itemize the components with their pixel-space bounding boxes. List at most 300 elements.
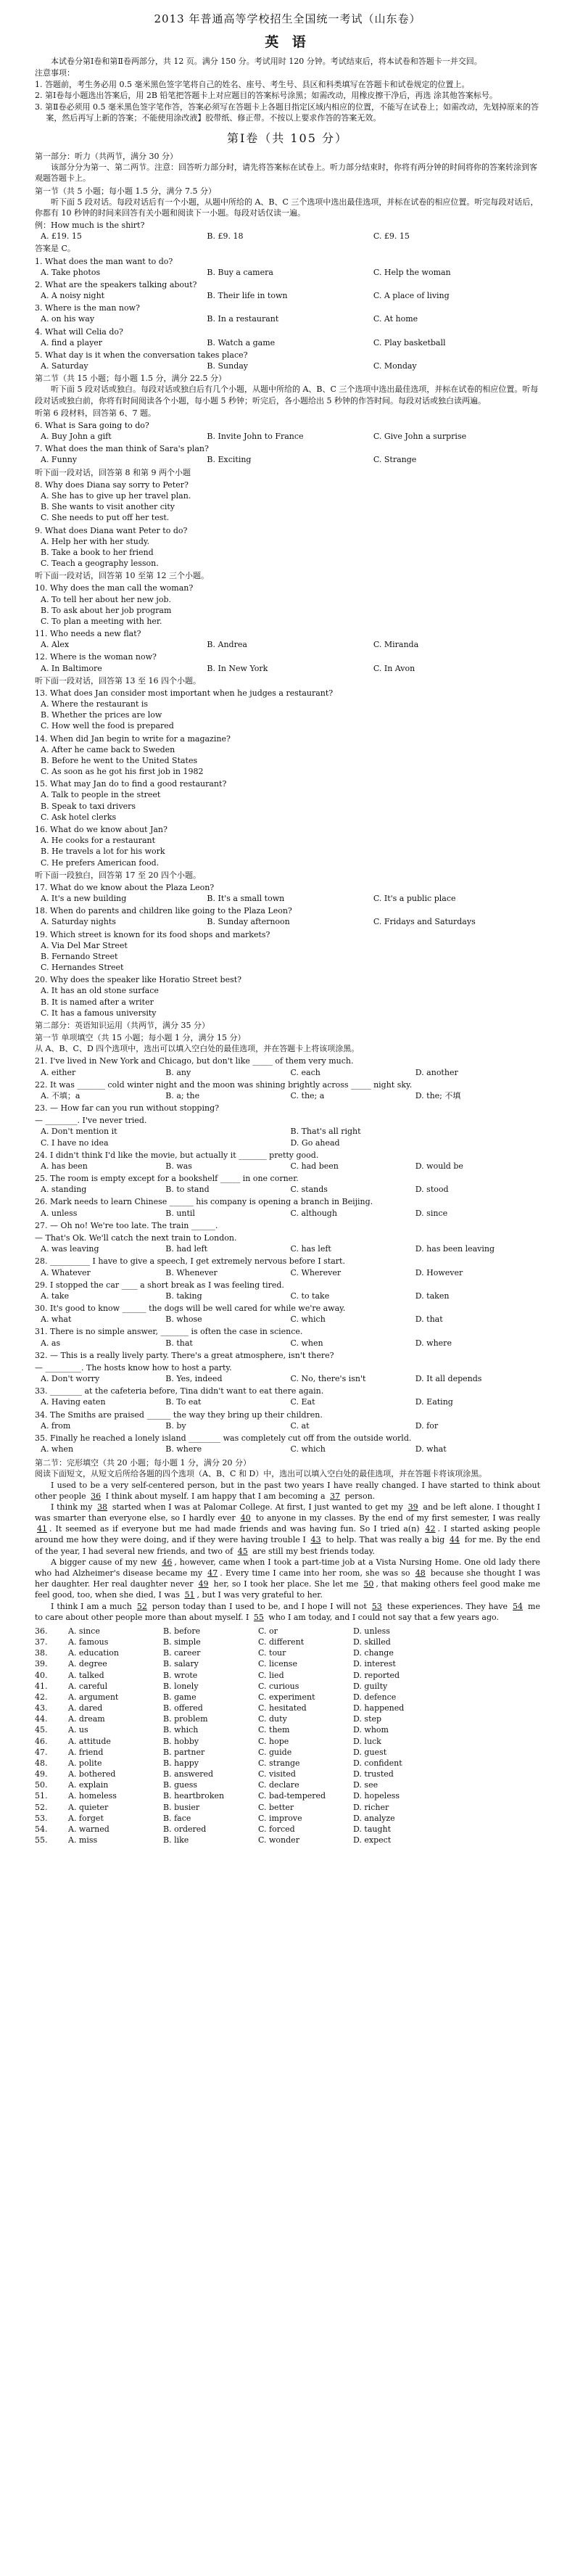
intro-paragraph: 本试卷分第Ⅰ卷和第Ⅱ卷两部分，共 12 页。满分 150 分。考试用时 120 分钟。考试结束后，将本试卷和答题卡一并交回。 — [51, 56, 482, 66]
option: B. Whenever — [165, 1267, 218, 1277]
section1-heading: 第一节（共 5 小题；每小题 1.5 分，满分 7.5 分） — [35, 186, 216, 196]
cloze-option-row — [35, 1637, 540, 1647]
cloze-option-row — [35, 1692, 540, 1703]
option: A. as — [41, 1338, 61, 1348]
option: B. a; the — [165, 1090, 200, 1100]
example-options — [35, 231, 540, 242]
option: C. How well the food is prepared — [41, 721, 174, 731]
question-text: 24. I didn't think I'd like the movie, but actually it _______ pretty good. — [35, 1150, 319, 1160]
grammar-questions — [35, 1055, 540, 1454]
listening-section-1 — [35, 256, 540, 372]
option: C. different — [258, 1637, 305, 1647]
question-text: 33. ________ at the cafeteria before, Tina didn't want to eat there again. — [35, 1386, 324, 1396]
part2-section2-heading: 第二节：完形填空（共 20 小题；每小题 1 分，满分 20 分） — [35, 1458, 251, 1468]
option: C. or — [258, 1626, 278, 1636]
option — [165, 1126, 290, 1137]
option: C. hope — [258, 1736, 289, 1746]
question-text: 20. Why does the speaker like Horatio Street best? — [35, 975, 242, 985]
option: C. As soon as he got his first job in 1982 — [41, 767, 204, 777]
option: D. It all depends — [415, 1374, 482, 1384]
option: D. since — [415, 1208, 448, 1218]
option: A. Don't mention it — [41, 1127, 117, 1137]
option: D. Eating — [415, 1397, 453, 1407]
question-options — [35, 639, 540, 650]
option: C. She needs to put off her test. — [41, 513, 170, 523]
option: C. Monday — [373, 361, 417, 371]
question-options — [35, 744, 540, 778]
option: D. would be — [415, 1161, 463, 1171]
question-text: 25. The room is empty except for a bookshelf _____ in one corner. — [35, 1174, 299, 1184]
option: A. A noisy night — [41, 291, 105, 301]
option: D. see — [353, 1780, 378, 1790]
option: D. analyze — [353, 1813, 395, 1823]
option: D. another — [415, 1067, 458, 1077]
question-text: 9. What does Diana want Peter to do? — [35, 525, 188, 535]
option: A. After he came back to Sweden — [41, 744, 175, 754]
option: A. It has an old stone surface — [41, 986, 159, 996]
option: D. However — [415, 1267, 463, 1277]
question-options — [35, 1338, 540, 1349]
question-text: 27. — Oh no! We're too late. The train ______. — [35, 1220, 218, 1230]
section1-desc: 听下面 5 段对话。每段对话后有一个小题，从题中所给的 A、B、C 三个选项中选出最佳选项，并标在试卷的相应位置。听完每段对话后，你都有 10 秒钟的时间来回答有关小题和阅读下一小题。每段对话仅读一遍。 — [35, 197, 539, 218]
option: B. Before he went to the United States — [41, 755, 198, 765]
option: A. quieter — [68, 1802, 109, 1812]
option: B. any — [165, 1067, 191, 1077]
question-options — [35, 1267, 540, 1278]
option: A. Whatever — [41, 1267, 91, 1277]
cloze-paragraph: I think I am a much 52 person today than I used to be, and I hope I will not 53 these experiences. They have 54 me to care about other people more than about myself. I 55 who I am today, and I could not say that a few years ago. — [35, 1601, 540, 1622]
option: A. In Baltimore — [41, 663, 102, 673]
option: A. warned — [68, 1824, 109, 1834]
blank-number: 46 — [162, 1557, 173, 1567]
option: C. has left — [290, 1244, 331, 1254]
blank-number: 44 — [449, 1535, 460, 1545]
subject-title: 英 语 — [265, 33, 310, 50]
option: C. Miranda — [373, 640, 419, 650]
option: D. confident — [353, 1758, 402, 1768]
option: D. stood — [415, 1185, 449, 1195]
option: A. education — [68, 1648, 119, 1658]
question-number: 37. — [35, 1637, 48, 1647]
option: A. dared — [68, 1703, 103, 1713]
option: B. game — [163, 1692, 197, 1702]
option: A. Don't worry — [41, 1374, 100, 1384]
option: B. heartbroken — [163, 1791, 225, 1801]
question-options — [35, 1126, 540, 1137]
option: C. license — [258, 1659, 297, 1669]
option: A. attitude — [68, 1736, 111, 1746]
option: B. guess — [163, 1780, 198, 1790]
option: C. He prefers American food. — [41, 857, 160, 868]
question-options — [35, 1420, 540, 1431]
option: A. dream — [68, 1714, 105, 1724]
question-text: 35. Finally he reached a lonely island ________ was completely cut off from the outside world. — [35, 1433, 412, 1443]
cloze-option-row — [35, 1658, 540, 1669]
option: B. That's all right — [290, 1127, 361, 1137]
question-text: 30. It's good to know ______ the dogs will be well cared for while we're away. — [35, 1304, 346, 1314]
option: C. Teach a geography lesson. — [41, 559, 159, 569]
option: C. wonder — [258, 1835, 299, 1845]
question-number: 49. — [35, 1769, 48, 1779]
option: B. Their life in town — [207, 291, 288, 301]
cloze-option-row — [35, 1835, 540, 1845]
option: D. luck — [353, 1736, 381, 1746]
question-options — [35, 916, 540, 927]
option: B. Whether the prices are low — [41, 710, 162, 720]
option: D. unless — [353, 1626, 390, 1636]
question-number: 48. — [35, 1758, 48, 1768]
option: C. Fridays and Saturdays — [373, 917, 476, 927]
question-number: 47. — [35, 1747, 48, 1757]
option: D. taught — [353, 1824, 392, 1834]
option: B. to stand — [165, 1185, 210, 1195]
section2-desc: 听下面 5 段对话或独白。每段对话或独白后有几个小题，从题中所给的 A、B、C 三个选项中选出最佳选项，并标在试卷的相应位置。听每段对话或独白前，你将有时间阅读各个小题，每小题 5 秒钟；听完后，各小题给出 5 秒钟的作答时间。每段对话或独白读两遍。 — [35, 384, 539, 406]
option — [165, 1137, 290, 1148]
option: C. Play basketball — [373, 337, 446, 347]
option: C. I have no idea — [41, 1137, 109, 1148]
question-number: 44. — [35, 1714, 48, 1724]
option: D. happened — [353, 1703, 405, 1713]
option: C. which — [290, 1314, 326, 1325]
option: A. Funny — [41, 455, 78, 465]
listening-section-2 — [35, 408, 540, 1019]
option: D. defence — [353, 1692, 397, 1702]
option: A. when — [41, 1444, 74, 1454]
question-number: 50. — [35, 1780, 48, 1790]
option: D. that — [415, 1314, 443, 1325]
option: B. It's a small town — [207, 894, 285, 904]
option: D. reported — [353, 1670, 400, 1680]
cloze-option-row — [35, 1824, 540, 1835]
exam-title: 2013 年普通高等学校招生全国统一考试（山东卷） — [154, 12, 421, 25]
question-text: 32. — This is a really lively party. There's a great atmosphere, isn't there? — [35, 1350, 334, 1360]
option: B. salary — [163, 1659, 199, 1669]
option: A. Having eaten — [41, 1397, 106, 1407]
option: B. To eat — [165, 1397, 202, 1407]
option: B. busier — [163, 1802, 200, 1812]
question-text: 26. Mark needs to learn Chinese ______ his company is opening a branch in Beijing. — [35, 1197, 373, 1207]
blank-number: 36 — [91, 1491, 102, 1501]
question-options — [35, 1444, 540, 1454]
blank-number: 53 — [371, 1601, 382, 1611]
option: A. To tell her about her new job. — [41, 594, 172, 604]
option: B. whose — [165, 1314, 202, 1325]
option: A. It's a new building — [41, 894, 127, 904]
question-options — [35, 361, 540, 371]
instruction-line: 听下面一段对话，回答第 8 和第 9 两个小题 — [35, 467, 191, 477]
question-text: 6. What is Sara going to do? — [35, 420, 149, 430]
question-text: 28. __________ I have to give a speech, I get extremely nervous before I start. — [35, 1256, 345, 1267]
option — [415, 1126, 540, 1137]
option: B. He travels a lot for his work — [41, 847, 165, 857]
option: C. each — [290, 1067, 320, 1077]
option: A. since — [68, 1626, 100, 1636]
question-options — [35, 267, 540, 278]
option: B. problem — [163, 1714, 208, 1724]
question-text: — That's Ok. We'll catch the next train to London. — [35, 1233, 237, 1243]
instruction-line: 听下面一段对话，回答第 10 至第 12 三个小题。 — [35, 571, 209, 581]
option: A. us — [68, 1725, 88, 1735]
option: B. where — [165, 1444, 202, 1454]
option: B. Speak to taxi drivers — [41, 801, 136, 811]
cloze-option-row — [35, 1703, 540, 1713]
blank-number: 47 — [207, 1568, 218, 1578]
question-text: 29. I stopped the car ____ a short break as I was feeling tired. — [35, 1280, 284, 1290]
option: A. Talk to people in the street — [41, 790, 161, 800]
option: A. Saturday nights — [41, 917, 116, 927]
option: C. declare — [258, 1780, 299, 1790]
cloze-option-row — [35, 1647, 540, 1658]
question-text: 8. Why does Diana say sorry to Peter? — [35, 480, 189, 490]
option: B. taking — [165, 1291, 202, 1301]
part1-heading: 第一部分：听力（共两节，满分 30 分） — [35, 152, 178, 162]
option: A. standing — [41, 1185, 87, 1195]
option: B. wrote — [163, 1670, 198, 1680]
option: C. No, there's isn't — [290, 1374, 366, 1384]
option: C. guide — [258, 1747, 292, 1757]
option: D. hopeless — [353, 1791, 400, 1801]
option: D. Go ahead — [290, 1137, 340, 1148]
instruction-line: 听第 6 段材料，回答第 6、7 题。 — [35, 408, 156, 418]
blank-number: 51 — [184, 1590, 195, 1600]
option: A. bothered — [68, 1769, 116, 1779]
option: C. hesitated — [258, 1703, 307, 1713]
option: A. degree — [68, 1659, 107, 1669]
question-options — [35, 893, 540, 904]
option: D. skilled — [353, 1637, 391, 1647]
blank-number: 41 — [37, 1524, 47, 1534]
question-text: 12. Where is the woman now? — [35, 652, 157, 662]
option: C. A place of living — [373, 291, 450, 301]
cloze-option-row — [35, 1779, 540, 1790]
option: C. improve — [258, 1813, 302, 1823]
option: B. partner — [163, 1747, 205, 1757]
part2-section2-desc: 阅读下面短文，从短文后所给各题的四个选项（A、B、C 和 D）中，选出可以填入空白处的最佳选项，并在答题卡将该项涂黑。 — [35, 1469, 487, 1479]
option: A. famous — [68, 1637, 109, 1647]
question-options — [35, 1161, 540, 1172]
option: A. Saturday — [41, 361, 88, 371]
option: A. take — [41, 1291, 70, 1301]
option: C. At home — [373, 314, 418, 324]
option: A. careful — [68, 1681, 108, 1691]
option: A. forget — [68, 1813, 104, 1823]
notice-heading: 注意事项： — [35, 68, 75, 78]
option: C. It has a famous university — [41, 1008, 157, 1018]
option: A. homeless — [68, 1791, 117, 1801]
option: B. She wants to visit another city — [41, 502, 175, 512]
option: D. interest — [353, 1659, 396, 1669]
question-options — [35, 985, 540, 1019]
question-text: 22. It was _______ cold winter night and the moon was shining brightly across _____ night sky. — [35, 1079, 413, 1090]
notice-item: 3. 第Ⅱ卷必须用 0.5 毫米黑色签字笔作答，答案必须写在答题卡上各题目指定区域内相应的位置，不能写在试卷上；如需改动，先划掉原来的答案，然后再写上新的答案；不能使用涂改液】胶带纸、修正带。不按以上要求作答的答案无效。 — [35, 102, 539, 123]
part2-section1-desc: 从 A、B、C、D 四个选项中，选出可以填入空白处的最佳选项，并在答题卡上将该项涂黑。 — [35, 1044, 360, 1054]
cloze-option-row — [35, 1626, 540, 1637]
blank-number: 45 — [237, 1546, 248, 1556]
option: A. Where the restaurant is — [41, 699, 149, 709]
part2-heading: 第二部分：英语知识运用（共两节，满分 35 分） — [35, 1020, 210, 1030]
instruction-line: 听下面一段独白，回答第 17 至 20 四个小题。 — [35, 870, 201, 880]
option: A. either — [41, 1067, 76, 1077]
option: D. whom — [353, 1725, 389, 1735]
option: C. to take — [290, 1291, 330, 1301]
cloze-option-row — [35, 1747, 540, 1758]
blank-number: 43 — [310, 1535, 321, 1545]
question-options — [35, 536, 540, 569]
section2-heading: 第二节（共 15 小题；每小题 1.5 分，满分 22.5 分） — [35, 374, 226, 384]
question-number: 36. — [35, 1626, 48, 1636]
option: D. trusted — [353, 1769, 394, 1779]
option: B. Watch a game — [207, 337, 276, 347]
option: B. was — [165, 1161, 192, 1171]
option: B. answered — [163, 1769, 214, 1779]
blank-number: 48 — [415, 1568, 426, 1578]
option: B. that — [165, 1338, 193, 1348]
question-text: 15. What may Jan do to find a good restaurant? — [35, 779, 227, 789]
question-options — [35, 1314, 540, 1325]
option: A. was leaving — [41, 1244, 99, 1254]
question-number: 46. — [35, 1736, 48, 1746]
blank-number: 55 — [253, 1612, 264, 1622]
question-text: 13. What does Jan consider most important when he judges a restaurant? — [35, 688, 334, 698]
option: B. offered — [163, 1703, 203, 1713]
question-number: 42. — [35, 1692, 48, 1702]
question-number: 41. — [35, 1681, 48, 1691]
option: C. when — [290, 1338, 323, 1348]
question-options — [35, 454, 540, 465]
option: B. face — [163, 1813, 191, 1823]
question-text: 1. What does the man want to do? — [35, 256, 173, 266]
option: A. what — [41, 1314, 72, 1325]
option: A. explain — [68, 1780, 109, 1790]
question-number: 40. — [35, 1670, 48, 1680]
question-options — [35, 1184, 540, 1195]
option: C. which — [290, 1444, 326, 1454]
cloze-option-row — [35, 1670, 540, 1681]
option: C. better — [258, 1802, 294, 1812]
option: B. simple — [163, 1637, 201, 1647]
cloze-option-row — [35, 1769, 540, 1779]
option: B. before — [163, 1626, 201, 1636]
option: C. Eat — [290, 1397, 315, 1407]
option: A. Take photos — [41, 267, 101, 277]
option: B. £9. 18 — [207, 231, 244, 242]
option: C. experiment — [258, 1692, 315, 1702]
cloze-passage — [35, 1480, 540, 1623]
question-text: 10. Why does the man call the woman? — [35, 583, 194, 593]
option: C. £9. 15 — [373, 231, 410, 242]
question-text: 19. Which street is known for its food shops and markets? — [35, 929, 270, 939]
question-options — [35, 1373, 540, 1384]
option: C. duty — [258, 1714, 287, 1724]
question-number: 55. — [35, 1835, 48, 1845]
option: C. bad-tempered — [258, 1791, 326, 1801]
option: D. taken — [415, 1291, 450, 1301]
option: A. find a player — [41, 337, 103, 347]
option: D. richer — [353, 1802, 389, 1812]
option: D. guilty — [353, 1681, 388, 1691]
question-options — [35, 789, 540, 823]
question-number: 39. — [35, 1659, 48, 1669]
question-text: 17. What do we know about the Plaza Leon? — [35, 882, 215, 892]
option: C. Ask hotel clerks — [41, 812, 117, 822]
option: C. Give John a surprise — [373, 432, 467, 442]
cloze-option-row — [35, 1736, 540, 1747]
blank-number: 42 — [425, 1524, 436, 1534]
option: A. Alex — [41, 640, 70, 650]
question-options — [35, 940, 540, 974]
option: B. Andrea — [207, 640, 247, 650]
notice-item: 1. 答题前，考生务必用 0.5 毫米黑色签字笔将自己的姓名、座号、考生号、县区和科类填写在答题卡和试卷规定的位置上。 — [35, 80, 470, 90]
option: C. strange — [258, 1758, 300, 1768]
option: C. Hernandes Street — [41, 963, 124, 973]
question-options — [35, 1291, 540, 1301]
option: C. Wherever — [290, 1267, 342, 1277]
question-options — [35, 1396, 540, 1407]
question-text: 3. Where is the man now? — [35, 303, 140, 313]
option: B. by — [165, 1420, 186, 1431]
option: A. talked — [68, 1670, 104, 1680]
example-question: 例：How much is the shirt? — [35, 221, 145, 231]
cloze-option-row — [35, 1713, 540, 1724]
question-options — [35, 1067, 540, 1078]
option: A. 不填；a — [41, 1090, 80, 1100]
option: D. step — [353, 1714, 382, 1724]
option — [415, 1137, 540, 1148]
option: B. In a restaurant — [207, 314, 279, 324]
blank-number: 37 — [330, 1491, 340, 1501]
instruction-line: 听下面一段对话，回答第 13 至 16 四个小题。 — [35, 675, 201, 686]
question-number: 52. — [35, 1802, 48, 1812]
option: B. like — [163, 1835, 189, 1845]
option: B. lonely — [163, 1681, 199, 1691]
cloze-option-row — [35, 1724, 540, 1735]
option: B. Invite John to France — [207, 432, 304, 442]
cloze-option-row — [35, 1813, 540, 1824]
option: C. stands — [290, 1185, 328, 1195]
cloze-option-row — [35, 1758, 540, 1769]
question-options — [35, 1137, 540, 1148]
cloze-option-row — [35, 1802, 540, 1813]
option: C. curious — [258, 1681, 299, 1691]
question-options — [35, 699, 540, 732]
option: A. polite — [68, 1758, 102, 1768]
option: D. the; 不填 — [415, 1090, 461, 1100]
option: B. It is named after a writer — [41, 997, 154, 1007]
blank-number: 38 — [97, 1502, 108, 1512]
option: A. Buy John a gift — [41, 432, 112, 442]
option: C. visited — [258, 1769, 296, 1779]
option: B. career — [163, 1648, 201, 1658]
option: B. Sunday afternoon — [207, 917, 290, 927]
option: A. unless — [41, 1208, 78, 1218]
example-answer: 答案是 C。 — [35, 244, 75, 254]
question-text: 23. — How far can you run without stopping? — [35, 1103, 220, 1114]
option: A. He cooks for a restaurant — [41, 836, 156, 846]
question-options — [35, 1243, 540, 1254]
option: D. what — [415, 1444, 447, 1454]
question-text: 18. When do parents and children like going to the Plaza Leon? — [35, 906, 292, 916]
question-text: 34. The Smiths are praised ______ the way they bring up their children. — [35, 1410, 323, 1420]
option: A. on his way — [41, 314, 95, 324]
blank-number: 52 — [136, 1601, 147, 1611]
cloze-paragraph: I used to be a very self-centered person, but in the past two years I have really changed. I have started to think about other people 36 I think about myself. I am happy that I am becoming a 37 person. — [35, 1480, 540, 1501]
question-options — [35, 290, 540, 301]
option: A. Help her with her study. — [41, 536, 150, 546]
option: D. guest — [353, 1747, 387, 1757]
option: A. miss — [68, 1835, 98, 1845]
question-text: — ________. I've never tried. — [35, 1116, 147, 1126]
option: A. £19. 15 — [41, 231, 82, 242]
